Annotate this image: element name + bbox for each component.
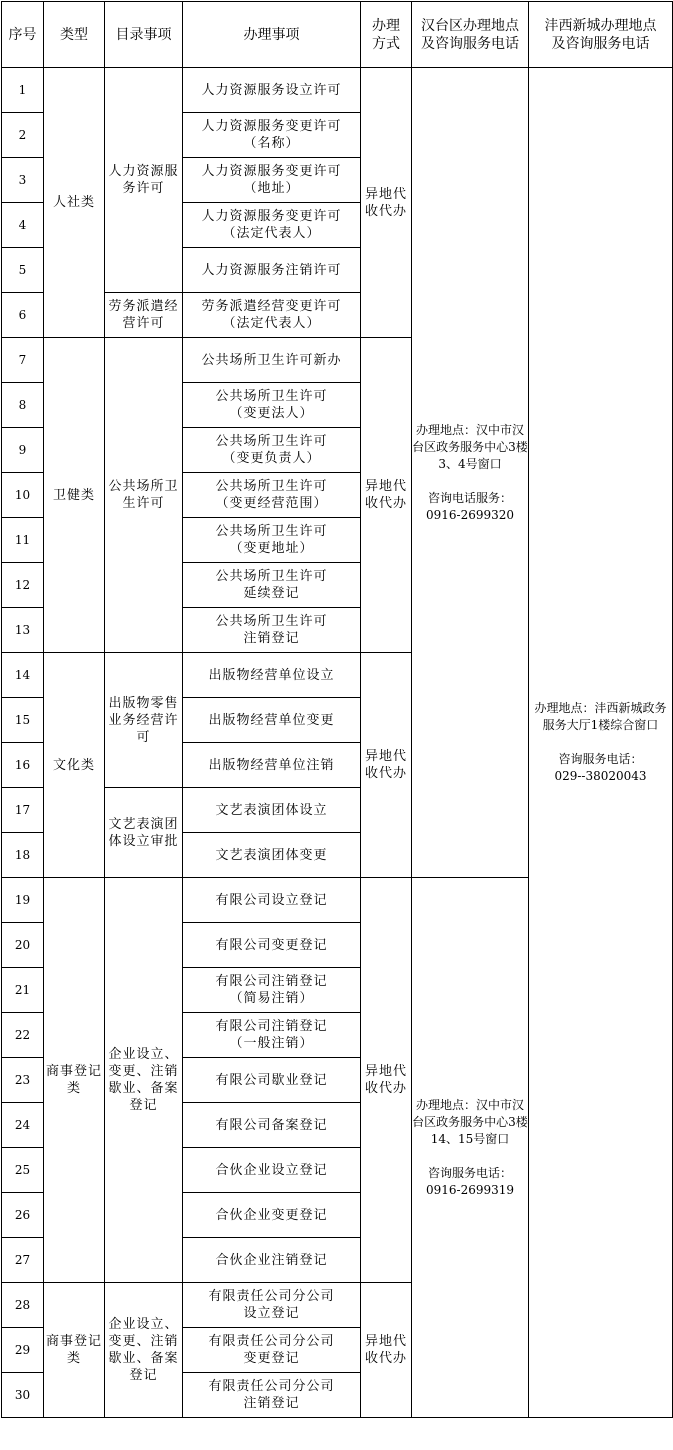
item-line: 文艺表演团体变更 [215, 847, 328, 863]
item-line: 有限公司注销登记 [215, 1019, 328, 1034]
item-cell [183, 1328, 361, 1373]
item-line: 合伙企业设立登记 [215, 1162, 328, 1178]
catalog-cell: 文艺表演团体设立审批 [105, 788, 183, 878]
item-line: 人力资源服务变更许可 [201, 209, 342, 224]
item-cell [183, 833, 361, 878]
item-cell [183, 968, 361, 1013]
item-line: 人力资源服务变更许可 [201, 164, 342, 179]
item-line: 公共场所卫生许可 [215, 569, 328, 584]
category-cell: 人社类 [44, 68, 105, 338]
info-phone: 029--38020043 [554, 769, 647, 783]
catalog-cell: 出版物零售业务经营许可 [105, 653, 183, 788]
header-hantai [412, 2, 529, 68]
item-line: 注销登记 [243, 631, 300, 646]
item-line: 出版物经营单位设立 [208, 667, 335, 683]
row-index: 29 [2, 1328, 44, 1373]
category-cell: 卫健类 [44, 338, 105, 653]
item-cell [183, 1283, 361, 1328]
item-line: 有限公司设立登记 [215, 892, 328, 908]
header-mode-line1: 办理 [372, 17, 400, 34]
item-line: （简易注销） [229, 991, 314, 1006]
row-index: 20 [2, 923, 44, 968]
item-cell [183, 1373, 361, 1418]
item-line: 人力资源服务注销许可 [201, 262, 342, 278]
info-gap [529, 734, 672, 751]
item-line: （法定代表人） [222, 226, 321, 241]
item-line: 人力资源服务设立许可 [201, 82, 342, 98]
header-row [2, 2, 673, 68]
item-line: 公共场所卫生许可新办 [201, 352, 342, 368]
header-category: 类型 [44, 2, 105, 68]
item-line: 公共场所卫生许可 [215, 389, 328, 404]
item-cell [183, 383, 361, 428]
row-index: 22 [2, 1013, 44, 1058]
item-line: （变更地址） [229, 541, 314, 556]
category-cell: 文化类 [44, 653, 105, 878]
row-index: 11 [2, 518, 44, 563]
item-line: 设立登记 [243, 1306, 300, 1321]
row-index: 1 [2, 68, 44, 113]
item-line: 合伙企业注销登记 [215, 1252, 328, 1268]
row-index: 15 [2, 698, 44, 743]
row-index: 19 [2, 878, 44, 923]
item-cell [183, 158, 361, 203]
header-fengxi [529, 2, 673, 68]
row-index: 23 [2, 1058, 44, 1103]
item-line: 合伙企业变更登记 [215, 1207, 328, 1223]
row-index: 3 [2, 158, 44, 203]
row-index: 4 [2, 203, 44, 248]
header-index: 序号 [2, 2, 44, 68]
row-index: 2 [2, 113, 44, 158]
item-line: 有限责任公司分公司 [208, 1289, 335, 1304]
item-line: 公共场所卫生许可 [215, 524, 328, 539]
item-cell [183, 698, 361, 743]
info-gap [412, 473, 528, 490]
header-mode [361, 2, 412, 68]
row-index: 10 [2, 473, 44, 518]
row-index: 14 [2, 653, 44, 698]
item-line: （地址） [243, 181, 300, 196]
service-table [1, 1, 673, 1418]
item-cell [183, 113, 361, 158]
fengxi-info-cell [529, 68, 673, 1418]
item-cell [183, 473, 361, 518]
row-index: 24 [2, 1103, 44, 1148]
item-line: 有限公司变更登记 [215, 937, 328, 953]
item-line: （变更法人） [229, 406, 314, 421]
hantai-info-cell [412, 878, 529, 1418]
item-cell [183, 293, 361, 338]
info-phone: 0916-2699320 [425, 507, 515, 522]
item-line: （一般注销） [229, 1036, 314, 1051]
info-address: 办理地点：汉中市汉台区政务服务中心3楼3、4号窗口 [412, 422, 528, 471]
item-line: 公共场所卫生许可 [215, 479, 328, 494]
item-line: 注销登记 [243, 1396, 300, 1411]
mode-cell: 异地代收代办 [361, 653, 412, 878]
info-phone-label: 咨询服务电话： [558, 752, 643, 766]
item-cell [183, 788, 361, 833]
catalog-cell: 企业设立、变更、注销歇业、备案登记 [105, 878, 183, 1283]
info-phone-label: 咨询电话服务： [427, 490, 512, 505]
info-phone-label: 咨询服务电话： [427, 1165, 512, 1180]
item-line: 有限公司备案登记 [215, 1117, 328, 1133]
item-cell [183, 1058, 361, 1103]
item-line: 延续登记 [243, 586, 300, 601]
info-address: 办理地点：汉中市汉台区政务服务中心3楼14、15号窗口 [412, 1097, 528, 1146]
category-cell: 商事登记类 [44, 878, 105, 1283]
row-index: 17 [2, 788, 44, 833]
item-line: （名称） [243, 136, 300, 151]
item-cell [183, 1013, 361, 1058]
item-cell [183, 1238, 361, 1283]
item-cell [183, 68, 361, 113]
header-catalog: 目录事项 [105, 2, 183, 68]
row-index: 16 [2, 743, 44, 788]
item-line: （变更负责人） [222, 451, 321, 466]
item-cell [183, 518, 361, 563]
header-hantai-line2: 及咨询服务电话 [421, 35, 519, 52]
table-body [2, 68, 673, 1418]
item-line: 公共场所卫生许可 [215, 434, 328, 449]
item-line: 有限责任公司分公司 [208, 1334, 335, 1349]
item-line: 劳务派遣经营变更许可 [201, 299, 342, 314]
row-index: 25 [2, 1148, 44, 1193]
row-index: 13 [2, 608, 44, 653]
row-index: 28 [2, 1283, 44, 1328]
item-cell [183, 203, 361, 248]
catalog-cell: 人力资源服务许可 [105, 68, 183, 293]
item-line: 有限责任公司分公司 [208, 1379, 335, 1394]
item-line: 有限公司歇业登记 [215, 1072, 328, 1088]
header-mode-line2: 方式 [372, 35, 400, 52]
row-index: 8 [2, 383, 44, 428]
item-cell [183, 923, 361, 968]
table-row [2, 68, 673, 113]
item-line: 变更登记 [243, 1351, 300, 1366]
item-line: （变更经营范围） [215, 496, 328, 511]
row-index: 9 [2, 428, 44, 473]
mode-cell: 异地代收代办 [361, 878, 412, 1283]
item-line: 有限公司注销登记 [215, 974, 328, 989]
item-cell [183, 1193, 361, 1238]
row-index: 26 [2, 1193, 44, 1238]
row-index: 30 [2, 1373, 44, 1418]
item-cell [183, 563, 361, 608]
mode-cell: 异地代收代办 [361, 1283, 412, 1418]
header-item: 办理事项 [183, 2, 361, 68]
hantai-info-cell [412, 68, 529, 878]
item-line: 文艺表演团体设立 [215, 802, 328, 818]
category-cell: 商事登记类 [44, 1283, 105, 1418]
header-fengxi-line1: 沣西新城办理地点 [544, 17, 657, 34]
item-cell [183, 428, 361, 473]
row-index: 6 [2, 293, 44, 338]
info-phone: 0916-2699319 [425, 1182, 515, 1197]
item-cell [183, 1148, 361, 1193]
catalog-cell: 企业设立、变更、注销歇业、备案登记 [105, 1283, 183, 1418]
item-cell [183, 338, 361, 383]
row-index: 18 [2, 833, 44, 878]
header-fengxi-line2: 及咨询服务电话 [551, 35, 650, 52]
item-line: 出版物经营单位注销 [208, 757, 335, 773]
row-index: 7 [2, 338, 44, 383]
item-cell [183, 248, 361, 293]
mode-cell: 异地代收代办 [361, 338, 412, 653]
info-gap [412, 1148, 528, 1165]
catalog-cell: 劳务派遣经营许可 [105, 293, 183, 338]
row-index: 21 [2, 968, 44, 1013]
catalog-cell: 公共场所卫生许可 [105, 338, 183, 653]
row-index: 12 [2, 563, 44, 608]
row-index: 5 [2, 248, 44, 293]
item-cell [183, 878, 361, 923]
mode-cell: 异地代收代办 [361, 68, 412, 338]
item-line: 公共场所卫生许可 [215, 614, 328, 629]
item-cell [183, 608, 361, 653]
item-cell [183, 743, 361, 788]
info-address: 办理地点：沣西新城政务服务大厅1楼综合窗口 [534, 701, 667, 732]
item-cell [183, 1103, 361, 1148]
row-index: 27 [2, 1238, 44, 1283]
header-hantai-line1: 汉台区办理地点 [421, 17, 519, 34]
item-line: 出版物经营单位变更 [208, 712, 335, 728]
item-line: （法定代表人） [222, 316, 321, 331]
item-line: 人力资源服务变更许可 [201, 119, 342, 134]
item-cell [183, 653, 361, 698]
